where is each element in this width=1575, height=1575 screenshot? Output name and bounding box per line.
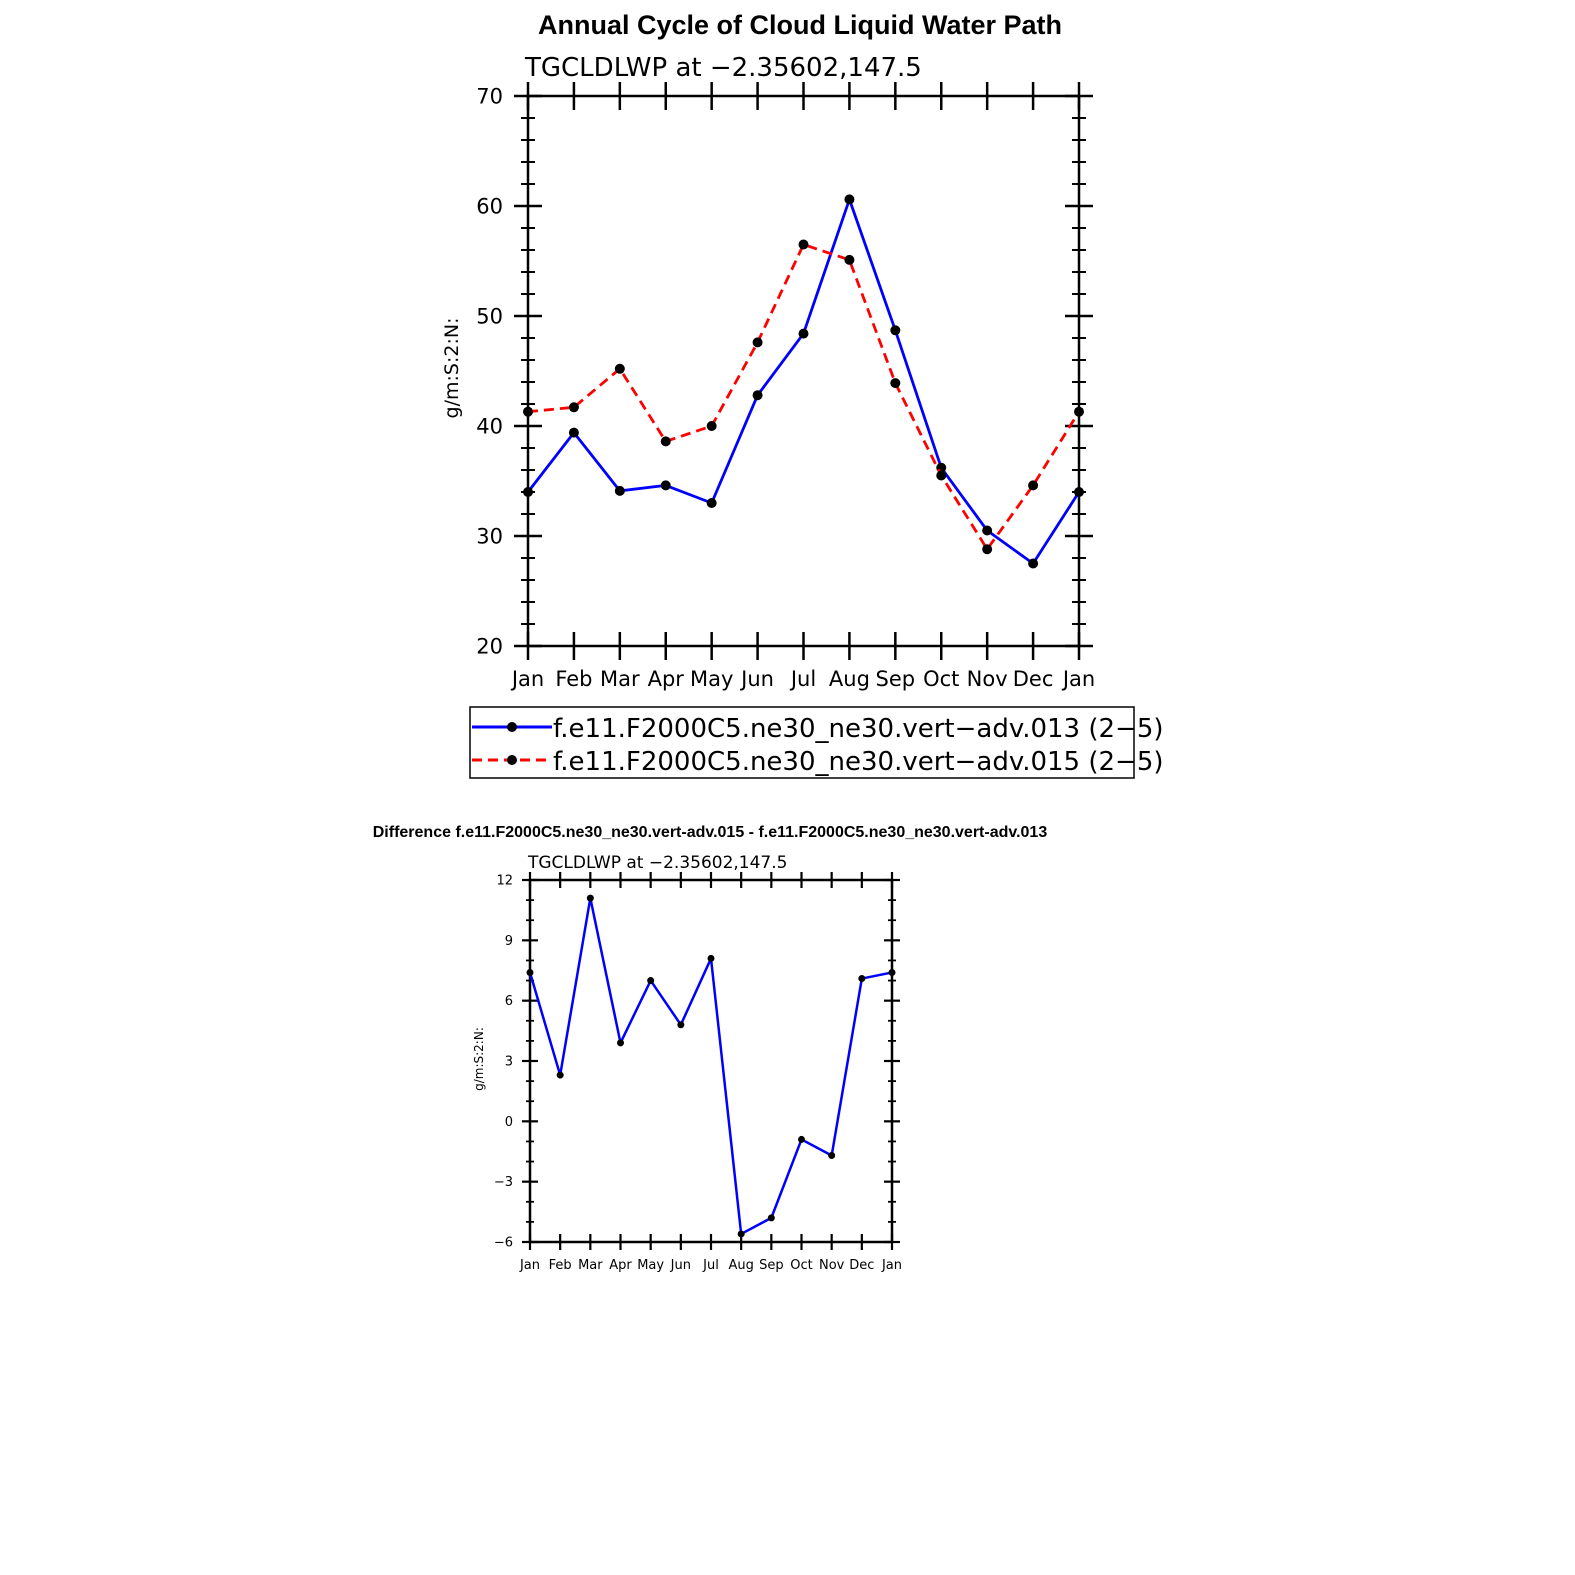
top-series-0-point — [890, 325, 900, 335]
bottom-series-0-point — [617, 1039, 624, 1046]
bottom-y-tick-label: 0 — [504, 1114, 513, 1130]
top-y-tick-label: 50 — [476, 304, 503, 329]
bottom-series-0-point — [527, 969, 534, 976]
top-y-tick-label: 30 — [476, 524, 503, 549]
top-y-tick-label: 40 — [476, 414, 503, 439]
top-x-tick-label: Feb — [555, 667, 593, 691]
top-series-1-point — [1028, 480, 1038, 490]
bottom-x-tick-label: May — [637, 1258, 665, 1273]
top-y-tick-label: 70 — [476, 84, 503, 109]
top-x-tick-label: Mar — [600, 667, 640, 691]
top-series-1-point — [569, 402, 579, 412]
top-y-tick-label: 20 — [476, 634, 503, 659]
top-series-1-point — [523, 407, 533, 417]
bottom-series-0-point — [798, 1136, 805, 1143]
difference-title: Difference f.e11.F2000C5.ne30_ne30.vert-adv.015 - f.e11.F2000C5.ne30_ne30.vert-adv.013 — [372, 824, 1048, 841]
annual-cycle-chart — [441, 10, 1164, 778]
bottom-x-tick-label: Jan — [519, 1258, 541, 1273]
top-x-tick-label: Nov — [966, 667, 1008, 691]
difference-chart — [373, 824, 1048, 1273]
legend-marker-013 — [507, 722, 517, 732]
top-series-0-point — [569, 428, 579, 438]
top-series-0-point — [615, 486, 625, 496]
top-series-0-point — [707, 498, 717, 508]
difference-y-axis-label: g/m:S:2:N: — [472, 1027, 486, 1091]
top-series-0-point — [982, 526, 992, 536]
bottom-series-line-0 — [530, 898, 892, 1234]
bottom-y-tick-label: 12 — [496, 873, 513, 889]
top-series-0-point — [753, 390, 763, 400]
top-series-1-point — [661, 436, 671, 446]
top-series-1-point — [844, 255, 854, 265]
top-x-tick-label: Jan — [1062, 667, 1096, 691]
difference-plot-area — [494, 872, 902, 1273]
bottom-series-0-point — [768, 1214, 775, 1221]
bottom-y-tick-label: 6 — [504, 994, 513, 1010]
bottom-x-tick-label: Jun — [670, 1258, 691, 1273]
top-series-1-point — [615, 364, 625, 374]
bottom-x-tick-label: Oct — [790, 1258, 813, 1273]
bottom-series-0-point — [677, 1021, 684, 1028]
top-series-line-1 — [528, 245, 1079, 550]
chart-subtitle: TGCLDLWP at −2.35602,147.5 — [525, 53, 922, 83]
legend-label-013: f.e11.F2000C5.ne30_ne30.vert−adv.013 (2−5) — [553, 714, 1164, 744]
top-y-tick-label: 60 — [476, 194, 503, 219]
bottom-x-tick-label: Feb — [548, 1258, 572, 1273]
bottom-x-tick-label: Mar — [578, 1258, 603, 1273]
bottom-y-tick-label: −3 — [493, 1175, 513, 1191]
top-x-tick-label: Aug — [828, 667, 870, 691]
bottom-series-0-point — [647, 977, 654, 984]
top-series-1-point — [1074, 407, 1084, 417]
top-series-1-point — [799, 240, 809, 250]
bottom-x-tick-label: Sep — [759, 1258, 784, 1273]
top-series-0-point — [799, 329, 809, 339]
bottom-series-0-point — [828, 1152, 835, 1159]
top-x-tick-label: Dec — [1012, 667, 1054, 691]
top-series-line-0 — [528, 199, 1079, 563]
bottom-series-0-point — [858, 975, 865, 982]
bottom-y-tick-label: −6 — [493, 1235, 513, 1251]
top-series-1-point — [936, 471, 946, 481]
legend-label-015: f.e11.F2000C5.ne30_ne30.vert−adv.015 (2−5) — [553, 747, 1164, 777]
bottom-x-tick-label: Jan — [881, 1258, 903, 1273]
chart-title: Annual Cycle of Cloud Liquid Water Path — [537, 10, 1063, 40]
bottom-x-tick-label: Nov — [818, 1258, 845, 1273]
top-plot-frame — [528, 96, 1079, 646]
top-series-1-point — [890, 378, 900, 388]
top-x-tick-label: Jun — [741, 667, 774, 691]
bottom-y-tick-label: 9 — [504, 933, 513, 949]
legend — [470, 707, 1164, 778]
top-series-0-point — [844, 194, 854, 204]
top-x-tick-label: Sep — [875, 667, 916, 691]
top-series-0-point — [1074, 487, 1084, 497]
bottom-series-0-point — [557, 1072, 564, 1079]
bottom-series-0-point — [738, 1230, 745, 1237]
bottom-series-0-point — [587, 895, 594, 902]
legend-marker-015 — [507, 755, 517, 765]
top-series-1-point — [753, 337, 763, 347]
bottom-x-tick-label: Aug — [728, 1258, 754, 1273]
top-x-tick-label: May — [689, 667, 734, 691]
top-x-tick-label: Apr — [647, 667, 684, 691]
top-series-0-point — [523, 487, 533, 497]
bottom-series-0-point — [708, 955, 715, 962]
bottom-x-tick-label: Dec — [849, 1258, 875, 1273]
bottom-y-tick-label: 3 — [504, 1054, 513, 1070]
top-x-tick-label: Oct — [923, 667, 960, 691]
plot-area — [476, 82, 1095, 691]
bottom-x-tick-label: Jul — [703, 1258, 719, 1273]
top-series-1-point — [707, 421, 717, 431]
y-axis-label: g/m:S:2:N: — [441, 317, 463, 419]
top-x-tick-label: Jan — [511, 667, 545, 691]
top-series-0-point — [661, 480, 671, 490]
difference-subtitle: TGCLDLWP at −2.35602,147.5 — [528, 853, 788, 873]
top-series-0-point — [1028, 559, 1038, 569]
top-x-tick-label: Jul — [790, 667, 817, 691]
top-series-1-point — [982, 544, 992, 554]
bottom-x-tick-label: Apr — [609, 1258, 632, 1273]
bottom-series-0-point — [889, 969, 896, 976]
